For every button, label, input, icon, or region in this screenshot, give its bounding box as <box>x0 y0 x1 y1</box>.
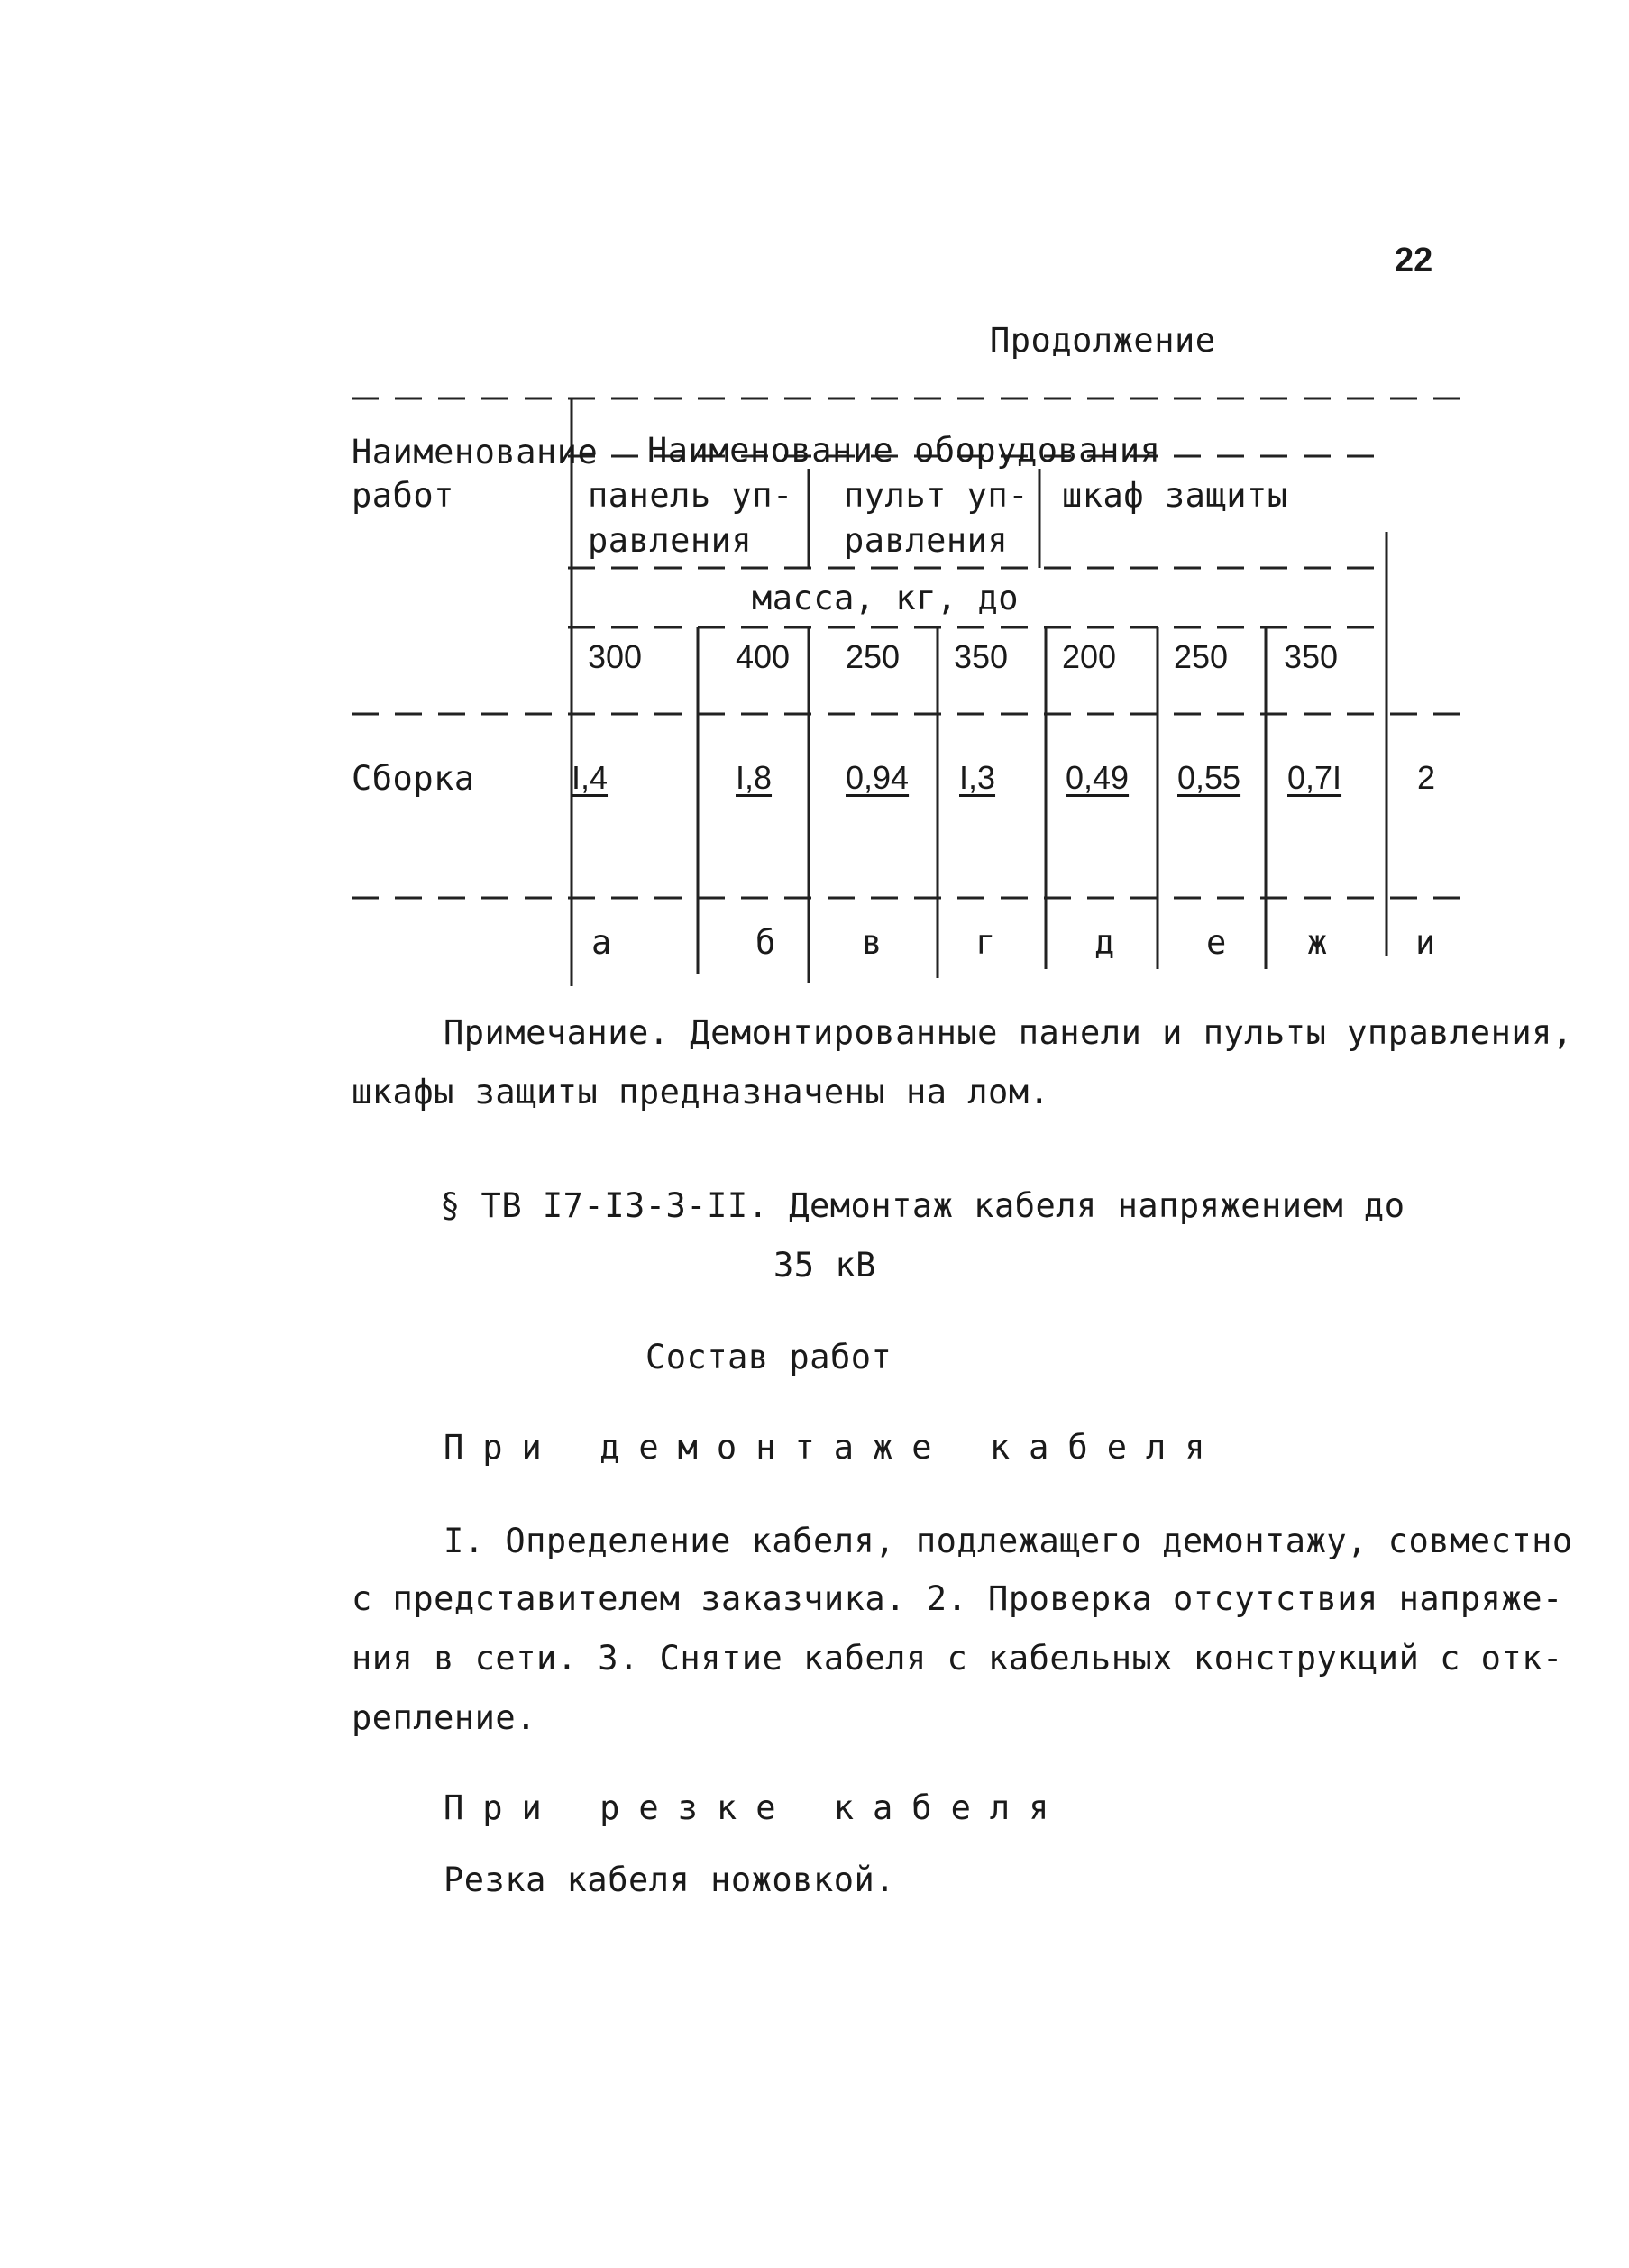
note-line-2: шкафы защиты предназначены на лом. <box>352 1073 1050 1111</box>
composition-heading: Состав работ <box>645 1338 892 1376</box>
note-line-1: Примечание. Демонтированные панели и пульты управления, <box>444 1013 1573 1052</box>
col-letter-6: е <box>1206 923 1227 962</box>
group-panel-line-2: равления <box>588 521 753 560</box>
section-title-line-1: § ТВ I7-I3-3-II. Демонтаж кабеля напряжением до <box>440 1186 1405 1225</box>
equipment-name-header: Наименование оборудования <box>647 431 1161 470</box>
mass-col-5: 200 <box>1062 638 1117 675</box>
col-letter-4: г <box>975 923 996 962</box>
dismantling-text-line-1: I. Определение кабеля, подлежащего демонтажу, совместно <box>444 1522 1573 1560</box>
row-value-6: 0,55 <box>1177 759 1241 796</box>
group-console-line-1: пульт уп- <box>844 476 1029 515</box>
row-value-4: I,3 <box>959 759 996 796</box>
mass-col-7: 350 <box>1284 638 1339 675</box>
row-value-2: I,8 <box>736 759 773 796</box>
continuation-label: Продолжение <box>990 321 1216 360</box>
mass-col-1: 300 <box>588 638 643 675</box>
dismantling-text-line-3: ния в сети. 3. Снятие кабеля с кабельных конструкций с отк- <box>352 1639 1563 1678</box>
cutting-text: Резка кабеля ножовкой. <box>444 1861 896 1899</box>
col-letter-5: д <box>1094 923 1115 962</box>
page-number: 22 <box>1395 242 1433 279</box>
section-title-line-2: 35 кВ <box>773 1246 876 1285</box>
col-letter-2: б <box>755 923 776 962</box>
work-name-header-line-2: работ <box>352 476 454 515</box>
col-letter-1: а <box>591 923 612 962</box>
group-panel-line-1: панель уп- <box>588 476 793 515</box>
mass-label: масса, кг, до <box>752 579 1020 617</box>
group-cabinet: шкаф защиты <box>1062 476 1288 515</box>
work-name-header-line-1: Наименование <box>352 433 599 471</box>
group-console-line-2: равления <box>844 521 1009 560</box>
col-letter-7: ж <box>1307 923 1328 962</box>
dismantling-heading: При демонтаже кабеля <box>444 1428 1224 1467</box>
mass-col-4: 350 <box>954 638 1009 675</box>
row-name: Сборка <box>352 759 475 798</box>
col-letter-8: и <box>1415 923 1436 962</box>
row-value-1: I,4 <box>572 759 609 796</box>
dismantling-text-line-2: с представителем заказчика. 2. Проверка отсутствия напряже- <box>352 1579 1563 1618</box>
row-value-5: 0,49 <box>1066 759 1130 796</box>
col-letter-3: в <box>862 923 883 962</box>
dismantling-text-line-4: репление. <box>352 1698 536 1737</box>
table-grid <box>0 0 1629 1010</box>
mass-col-3: 250 <box>846 638 901 675</box>
mass-col-6: 250 <box>1174 638 1229 675</box>
row-value-7: 0,7I <box>1287 759 1342 796</box>
cutting-heading: При резке кабеля <box>444 1788 1068 1827</box>
mass-col-2: 400 <box>736 638 791 675</box>
row-number: 2 <box>1417 759 1436 796</box>
row-value-3: 0,94 <box>846 759 910 796</box>
